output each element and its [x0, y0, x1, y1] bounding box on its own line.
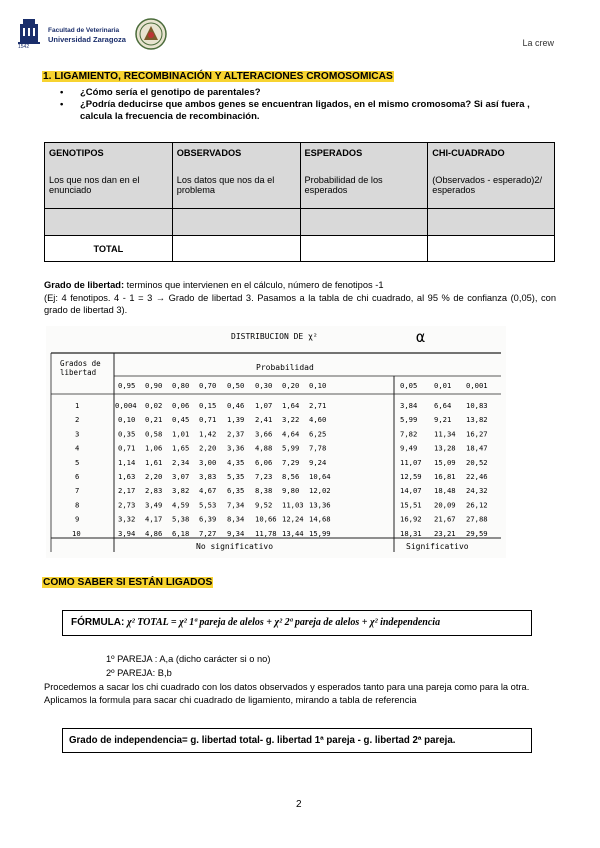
- probability-column-header: 0,20: [282, 381, 300, 390]
- table-cell: [45, 209, 173, 236]
- university-building-logo: [18, 16, 40, 46]
- chi-value-cell: 7,82: [400, 429, 418, 439]
- chi-value-cell: 16,81: [434, 472, 456, 481]
- chi-value-cell: 7,27: [199, 528, 217, 538]
- chi-value-cell: 3,84: [400, 401, 418, 410]
- degrees-of-freedom-cell: 7: [75, 486, 80, 496]
- chi-value-cell: 1,06: [145, 443, 163, 453]
- chi-value-cell: 3,36: [227, 443, 245, 453]
- table-cell: [428, 209, 555, 236]
- degrees-of-freedom-cell: 6: [75, 472, 80, 481]
- chi-value-cell: 26,12: [466, 500, 488, 510]
- degrees-of-freedom-cell: 4: [75, 443, 80, 453]
- table-cell: [300, 209, 428, 236]
- chi-value-cell: 2,20: [199, 443, 217, 453]
- chi-value-cell: 2,83: [145, 486, 163, 496]
- chi-value-cell: 16,27: [466, 429, 488, 439]
- chi-value-cell: 3,07: [172, 472, 190, 481]
- chi-value-cell: 6,35: [227, 486, 245, 496]
- chi-value-cell: 2,17: [118, 486, 136, 496]
- chi-distribution-svg: [46, 326, 506, 558]
- section-title-ligados: COMO SABER SI ESTÁN LIGADOS: [43, 577, 213, 588]
- brand-label: La crew: [522, 38, 554, 48]
- degrees-label: Grado de libertad:: [44, 280, 125, 290]
- column-header: GENOTIPOS: [49, 148, 104, 158]
- chi-value-cell: 1,07: [255, 401, 273, 410]
- chi-value-cell: 0,58: [145, 429, 163, 439]
- chi-value-cell: 5,38: [172, 514, 190, 524]
- procedure-paragraph: [44, 681, 556, 707]
- degrees-of-freedom-cell: 9: [75, 514, 80, 524]
- chi-value-cell: 12,59: [400, 472, 422, 481]
- chi-value-cell: 11,78: [255, 528, 277, 538]
- probability-column-header: 0,80: [172, 381, 190, 390]
- question-list: [60, 87, 560, 123]
- chi-value-cell: 1,01: [172, 429, 190, 439]
- column-header: OBSERVADOS: [176, 148, 242, 158]
- chi-value-cell: 20,52: [466, 457, 488, 467]
- chi-value-cell: 13,82: [466, 415, 488, 425]
- degrees-of-freedom-cell: 8: [75, 500, 80, 510]
- chi-value-cell: 12,24: [282, 514, 304, 524]
- chi-value-cell: 5,99: [400, 415, 418, 425]
- chi-value-cell: 16,92: [400, 514, 422, 524]
- column-description: Probabilidad de los esperados: [304, 175, 383, 195]
- probability-label: Probabilidad: [256, 363, 314, 372]
- footer-significant: Significativo: [406, 542, 469, 551]
- chi-value-cell: 13,28: [434, 443, 456, 453]
- formula-text: χ² TOTAL = χ² 1ª pareja de alelos + χ² 2ª pareja de alelos + χ² independencia: [127, 617, 441, 628]
- chi-value-cell: 11,34: [434, 429, 456, 439]
- chi-value-cell: 10,66: [255, 514, 277, 524]
- chi-value-cell: 5,99: [282, 443, 300, 453]
- chi-value-cell: 4,86: [145, 528, 163, 538]
- chi-value-cell: 24,32: [466, 486, 488, 496]
- chi-value-cell: 7,29: [282, 457, 300, 467]
- chi-value-cell: 0,45: [172, 415, 190, 425]
- chi-value-cell: 0,35: [118, 429, 136, 439]
- section-title-ligamiento: 1. LIGAMIENTO, RECOMBINACIÓN Y ALTERACIONES CROMOSOMICAS: [43, 71, 393, 82]
- chi-value-cell: 2,34: [172, 457, 190, 467]
- chi-value-cell: 11,03: [282, 500, 304, 510]
- chi-value-cell: 14,07: [400, 486, 422, 496]
- apply-formula-text: Aplicamos la formula para sacar chi cuadrado de ligamiento, mirando a tabla de referencia: [44, 694, 417, 705]
- probability-column-header: 0,70: [199, 381, 217, 390]
- probability-column-header: 0,95: [118, 381, 136, 390]
- alpha-symbol: α: [416, 328, 426, 346]
- chi-value-cell: 9,49: [400, 443, 418, 453]
- chi-value-cell: 9,52: [255, 500, 273, 510]
- chi-value-cell: 18,47: [466, 443, 488, 453]
- chi-value-cell: 3,94: [118, 528, 136, 538]
- chi-value-cell: 6,18: [172, 528, 190, 538]
- row-header-line2: libertad: [60, 368, 97, 377]
- table-cell: [172, 236, 300, 262]
- chi-value-cell: 6,25: [309, 429, 327, 439]
- chi-value-cell: 18,48: [434, 486, 456, 496]
- formula-label: FÓRMULA:: [71, 617, 125, 628]
- chi-value-cell: 10,83: [466, 401, 488, 410]
- pair-1-text: 1º PAREJA : A,a (dicho carácter si o no): [106, 654, 271, 664]
- total-label: TOTAL: [45, 236, 173, 262]
- chi-value-cell: 4,67: [199, 486, 217, 496]
- footer-not-significant: No significativo: [196, 542, 274, 551]
- chi-value-cell: 0,71: [199, 415, 217, 425]
- degrees-example: (Ej: 4 fenotipos. 4 - 1 = 3 → Grado de libertad 3. Pasamos a la tabla de chi cuadrado, al 95 % de confianza (0,05), con grado de libertad 3).: [44, 292, 556, 316]
- column-header: CHI-CUADRADO: [432, 148, 505, 158]
- chi-value-cell: 0,71: [118, 443, 136, 453]
- logo-years: 1542: [18, 44, 30, 50]
- independence-formula-box: Grado de independencia= g. libertad total- g. libertad 1ª pareja - g. libertad 2ª pareja.: [62, 728, 532, 753]
- chi-value-cell: 3,22: [282, 415, 300, 425]
- distribution-title: DISTRIBUCION DE χ²: [231, 332, 318, 341]
- probability-column-header: 0,90: [145, 381, 163, 390]
- chi-value-cell: 0,06: [172, 401, 190, 410]
- chi-value-cell: 2,20: [145, 472, 163, 481]
- table-cell: [45, 143, 173, 209]
- chi-value-cell: 4,59: [172, 500, 190, 510]
- probability-column-header: 0,001: [466, 381, 488, 390]
- chi-value-cell: 5,35: [227, 472, 245, 481]
- university-wordmark: [48, 26, 126, 44]
- chi-value-cell: 0,10: [118, 415, 136, 425]
- chi-value-cell: 3,00: [199, 457, 217, 467]
- chi-value-cell: 27,88: [466, 514, 488, 524]
- table-cell: [428, 143, 555, 209]
- chi-value-cell: 15,99: [309, 528, 331, 538]
- degrees-of-freedom-cell: 3: [75, 429, 80, 439]
- chi-value-cell: 20,09: [434, 500, 456, 510]
- table-row: [45, 143, 555, 209]
- chi-value-cell: 0,46: [227, 401, 245, 410]
- degrees-definition: terminos que intervienen en el cálculo, número de fenotipos -1: [124, 280, 384, 290]
- table-cell: [172, 209, 300, 236]
- chi-value-cell: 1,65: [172, 443, 190, 453]
- chi-value-cell: 0,02: [145, 401, 163, 410]
- chi-distribution-table-image: [46, 326, 506, 558]
- probability-column-headers: [118, 381, 488, 390]
- chi-value-cell: 2,73: [118, 500, 136, 510]
- chi-value-cell: 3,83: [199, 472, 217, 481]
- probability-column-header: 0,10: [309, 381, 327, 390]
- chi-value-cell: 6,64: [434, 401, 452, 410]
- chi-value-cell: 6,06: [255, 457, 273, 467]
- faculty-name: Facultad de Veterinaria: [48, 27, 120, 34]
- chi-value-cell: 0,21: [145, 415, 163, 425]
- chi-value-cell: 10,64: [309, 472, 331, 481]
- university-name: Universidad Zaragoza: [48, 35, 126, 44]
- probability-column-header: 0,05: [400, 381, 418, 390]
- chi-value-cell: 9,34: [227, 528, 245, 538]
- chi-value-cell: 1,61: [145, 457, 163, 467]
- chi-value-cell: 0,004: [115, 401, 137, 410]
- faculty-seal-icon: [135, 18, 167, 50]
- chi-value-cell: 9,80: [282, 486, 300, 496]
- chi-value-cell: 1,63: [118, 472, 136, 481]
- procedure-text: Procedemos a sacar los chi cuadrado con los datos observados y esperados tanto para una pareja como para la otra.: [44, 682, 530, 692]
- chi-value-cell: 1,42: [199, 429, 217, 439]
- chi-value-cell: 23,21: [434, 528, 456, 538]
- chi-value-cell: 1,64: [282, 401, 300, 410]
- chi-value-cell: 4,60: [309, 415, 327, 425]
- chi-value-cell: 3,49: [145, 500, 163, 510]
- table-cell: [428, 236, 555, 262]
- chi-value-cell: 15,51: [400, 500, 422, 510]
- formula-box: [62, 610, 532, 636]
- chi-value-cell: 4,88: [255, 443, 273, 453]
- table-row: [45, 236, 555, 262]
- chi-value-cell: 4,35: [227, 457, 245, 467]
- chi-value-cell: 18,31: [400, 528, 422, 538]
- chi-value-cell: 6,39: [199, 514, 217, 524]
- pair-2-text: 2º PAREJA: B,b: [106, 668, 172, 678]
- table-row: [45, 209, 555, 236]
- chi-value-cell: 2,37: [227, 429, 245, 439]
- column-header: ESPERADOS: [304, 148, 363, 158]
- column-description: Los que nos dan en el enunciado: [49, 175, 140, 195]
- chi-value-cell: 11,07: [400, 457, 422, 467]
- table-cell: [300, 143, 428, 209]
- probability-column-header: 0,50: [227, 381, 245, 390]
- table-cell: [172, 143, 300, 209]
- column-description: (Observados - esperado)2/ esperados: [432, 175, 543, 195]
- chi-value-cell: 2,71: [309, 401, 327, 410]
- distribution-rows: [72, 401, 488, 538]
- probability-column-header: 0,01: [434, 381, 452, 390]
- chi-value-cell: 9,24: [309, 457, 327, 467]
- chi-value-cell: 1,14: [118, 457, 136, 467]
- chi-value-cell: 29,59: [466, 528, 488, 538]
- chi-value-cell: 4,64: [282, 429, 300, 439]
- chi-value-cell: 13,44: [282, 528, 304, 538]
- degrees-of-freedom-cell: 5: [75, 457, 80, 467]
- row-header-line1: Grados de: [60, 359, 101, 368]
- question-item: • ¿Podría deducirse que ambos genes se encuentran ligados, en el mismo cromosoma? Si así fuera , calcula la frecuencia de recombinación.: [60, 99, 560, 123]
- chi-value-cell: 7,23: [255, 472, 273, 481]
- chi-value-cell: 5,53: [199, 500, 217, 510]
- chi-value-cell: 8,38: [255, 486, 273, 496]
- degrees-of-freedom-paragraph: [44, 279, 556, 317]
- chi-square-table: [44, 142, 555, 262]
- page-number: 2: [296, 799, 302, 810]
- chi-value-cell: 15,09: [434, 457, 456, 467]
- chi-value-cell: 12,02: [309, 486, 331, 496]
- chi-value-cell: 0,15: [199, 401, 217, 410]
- column-description: Los datos que nos da el problema: [176, 175, 275, 195]
- chi-value-cell: 7,34: [227, 500, 245, 510]
- chi-value-cell: 22,46: [466, 472, 488, 481]
- chi-value-cell: 9,21: [434, 415, 452, 425]
- probability-column-header: 0,30: [255, 381, 273, 390]
- chi-value-cell: 8,56: [282, 472, 300, 481]
- chi-value-cell: 4,17: [145, 514, 163, 524]
- degrees-of-freedom-cell: 1: [75, 401, 80, 410]
- chi-value-cell: 2,41: [255, 415, 273, 425]
- chi-value-cell: 3,82: [172, 486, 190, 496]
- degrees-of-freedom-cell: 2: [75, 415, 80, 425]
- chi-value-cell: 8,34: [227, 514, 245, 524]
- chi-value-cell: 3,66: [255, 429, 273, 439]
- chi-value-cell: 1,39: [227, 415, 245, 425]
- degrees-of-freedom-cell: 10: [72, 528, 81, 538]
- chi-value-cell: 3,32: [118, 514, 136, 524]
- chi-value-cell: 21,67: [434, 514, 456, 524]
- chi-value-cell: 13,36: [309, 500, 331, 510]
- chi-value-cell: 14,68: [309, 514, 331, 524]
- chi-value-cell: 7,78: [309, 443, 327, 453]
- table-cell: [300, 236, 428, 262]
- question-item: • ¿Cómo sería el genotipo de parentales?: [60, 87, 560, 99]
